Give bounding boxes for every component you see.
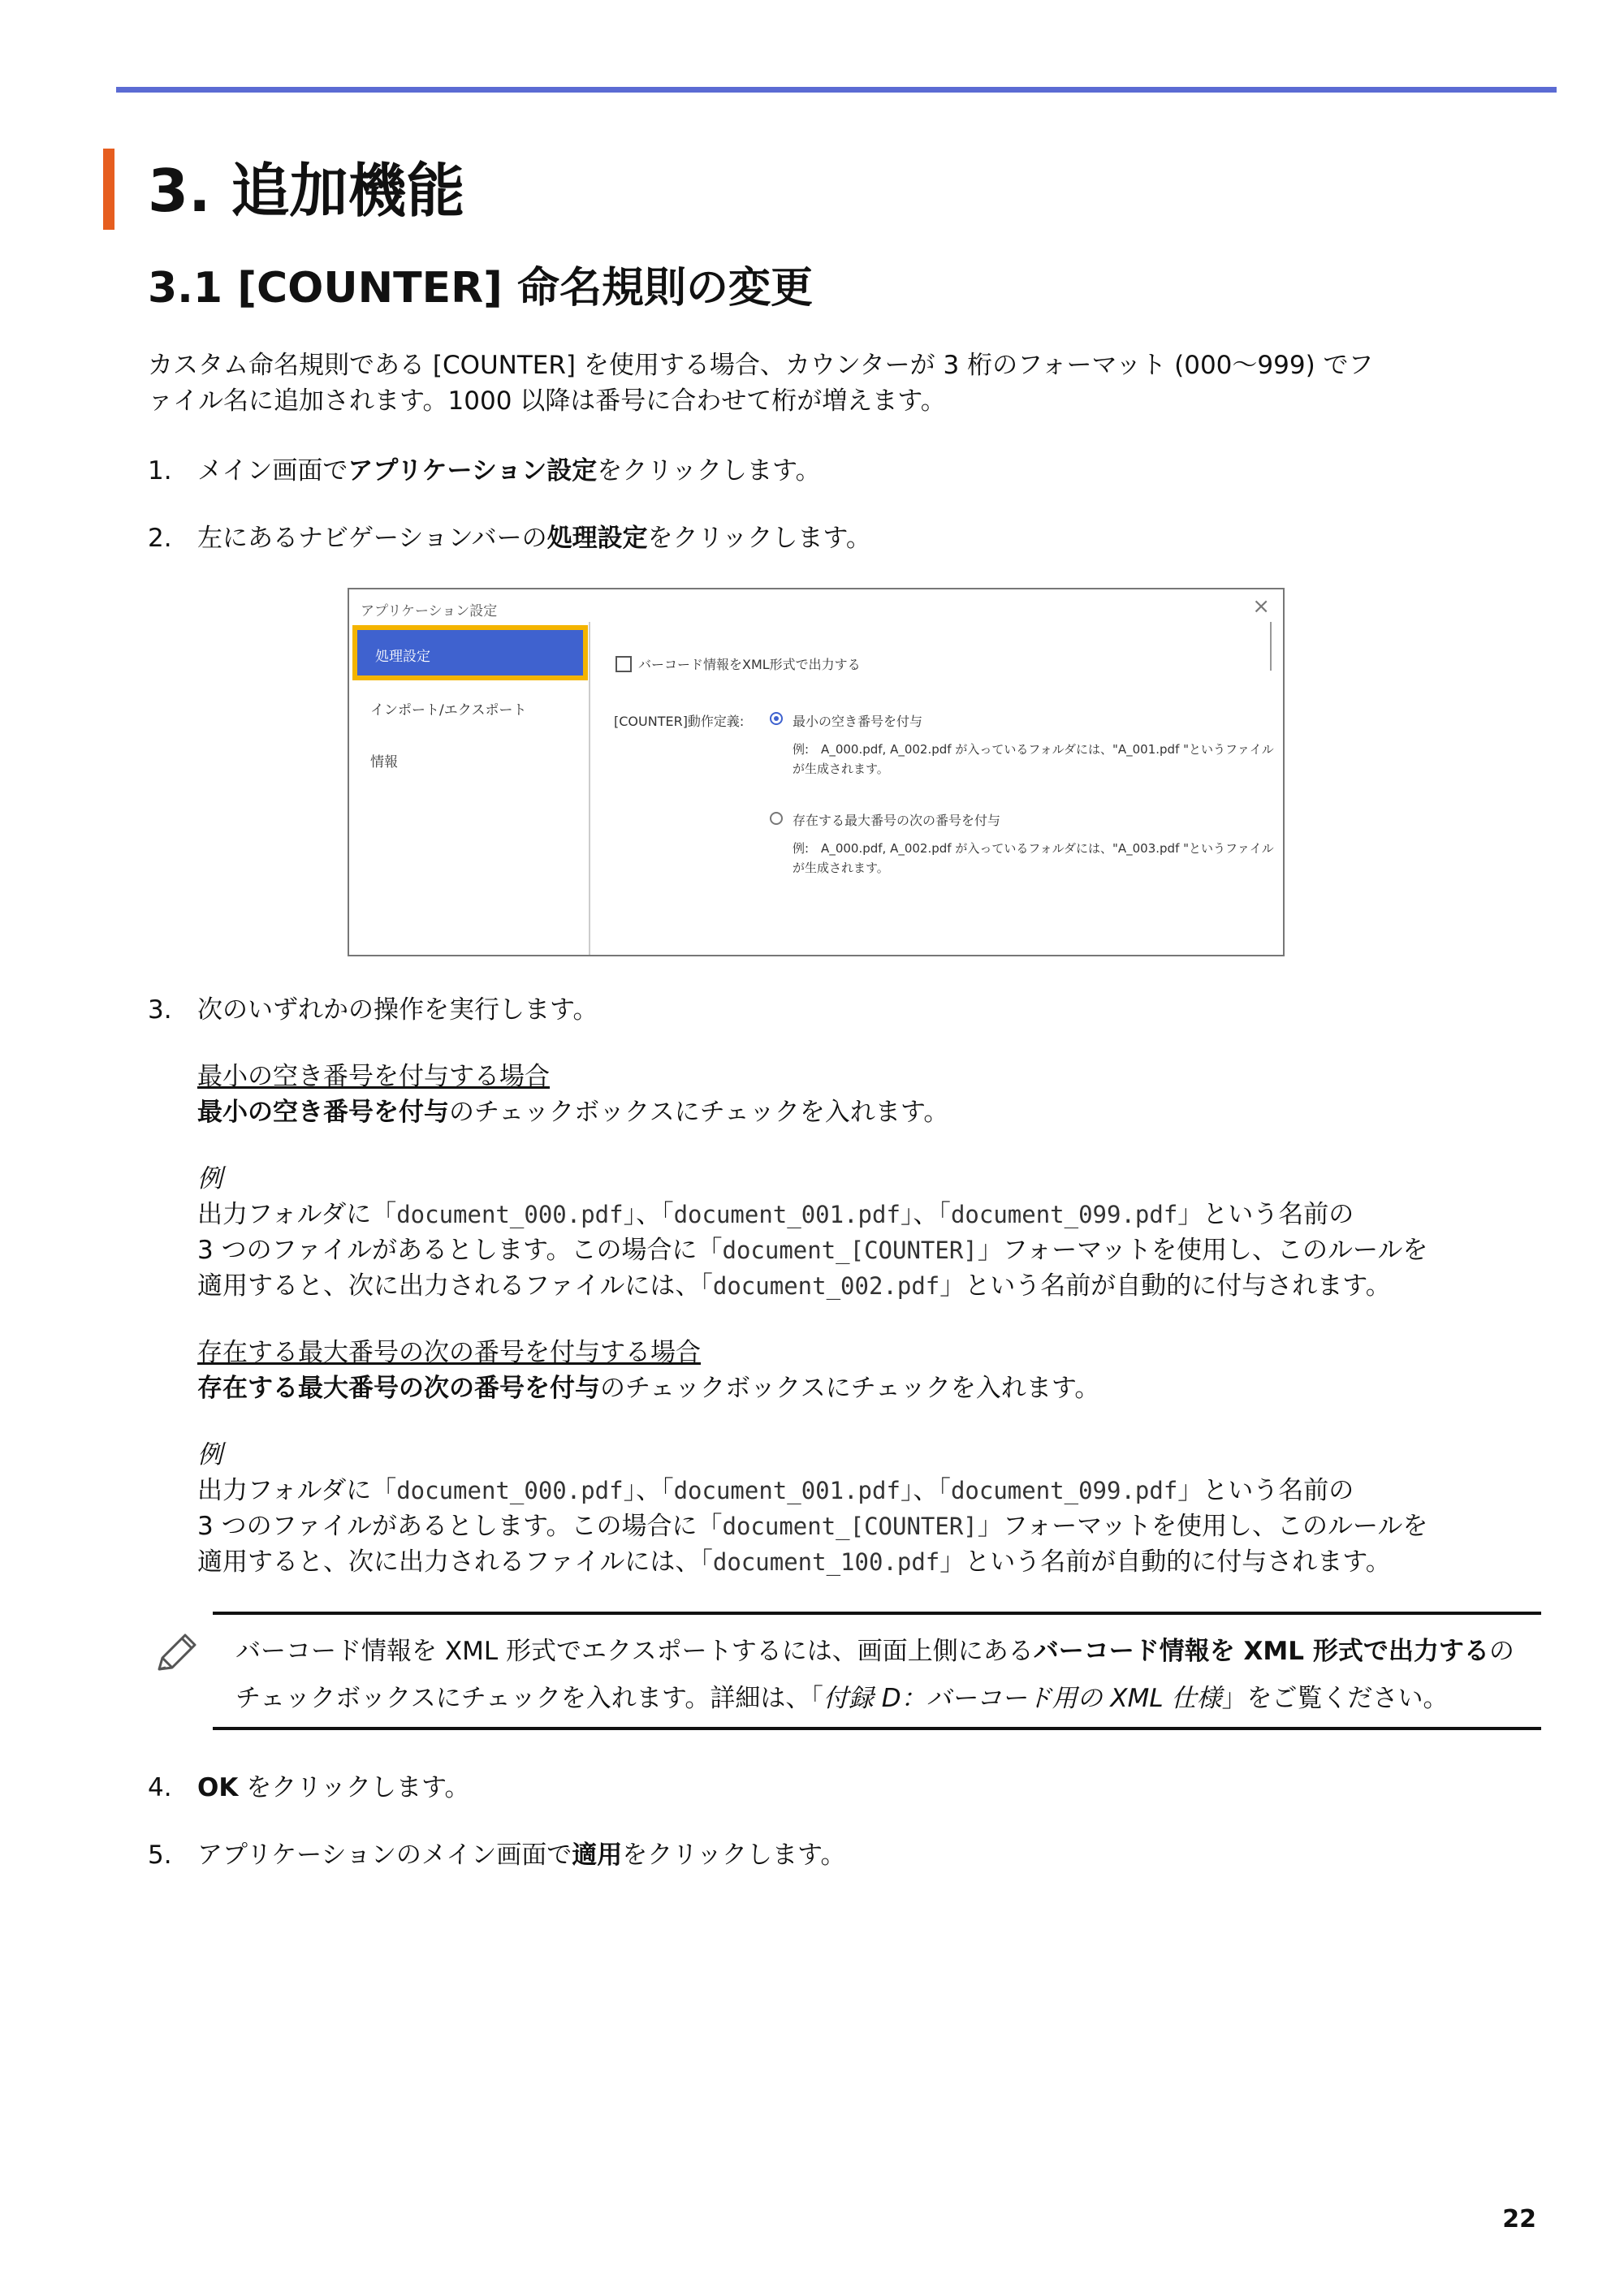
step-2-number: 2. <box>148 524 172 553</box>
case-1-heading: 最小の空き番号を付与する場合 <box>197 1062 550 1091</box>
text-segment: 適用すると、次に出力されるファイルには、「 <box>197 1271 713 1301</box>
dialog-title: アプリケーション設定 <box>361 603 498 619</box>
sidebar-item-label: 処理設定 <box>375 649 430 665</box>
note-line-1 <box>235 1634 1514 1669</box>
case-1-example-line-1 <box>197 1197 1354 1232</box>
page-number: 22 <box>1502 2205 1536 2233</box>
heading-accent-bar <box>103 149 114 230</box>
case-1-example-label: 例 <box>197 1164 222 1193</box>
text-segment: 」フォーマットを使用し、このルールを <box>977 1512 1428 1541</box>
step-4-number: 4. <box>148 1773 172 1802</box>
case-2-post: のチェックボックスにチェックを入れます。 <box>600 1374 1100 1403</box>
text-segment: 」フォーマットを使用し、このルールを <box>977 1236 1428 1265</box>
filename: document_099.pdf <box>950 1477 1178 1504</box>
section-heading: 3.1 [COUNTER] 命名規則の変更 <box>148 264 814 313</box>
text-segment: 」、「 <box>900 1200 951 1229</box>
filename: document_000.pdf <box>396 1477 624 1504</box>
text-segment: 出力フォルダに「 <box>197 1200 397 1229</box>
text-segment: 」をご覧ください。 <box>1221 1684 1449 1713</box>
case-2-example-line-3 <box>197 1544 1391 1580</box>
step-1-text <box>197 453 821 489</box>
chapter-heading: 3. 追加機能 <box>148 157 465 225</box>
note-line-2 <box>235 1681 1449 1716</box>
case-1-example-line-3 <box>197 1268 1391 1304</box>
note-bottom-rule <box>213 1727 1541 1730</box>
step-1-post: をクリックします。 <box>597 456 821 486</box>
option-1-example-line-1: 例: A_000.pdf, A_002.pdf が入っているフォルダには、"A_001.pdf "というファイル <box>793 742 1274 757</box>
option-2-example-line-1: 例: A_000.pdf, A_002.pdf が入っているフォルダには、"A_003.pdf "というファイル <box>793 841 1274 856</box>
intro-line-2: ァイル名に追加されます。1000 以降は番号に合わせて桁が増えます。 <box>148 386 946 416</box>
step-5-post: をクリックします。 <box>622 1841 846 1870</box>
step-2-post: をクリックします。 <box>647 524 871 553</box>
xml-output-checkbox[interactable] <box>615 656 632 672</box>
filename: document_100.pdf <box>712 1548 940 1576</box>
case-1-bold: 最小の空き番号を付与 <box>197 1098 449 1127</box>
text-segment: バーコード情報を XML 形式でエクスポートするには、画面上側にある <box>235 1637 1034 1666</box>
step-3-number: 3. <box>148 995 172 1025</box>
step-1-pre: メイン画面で <box>197 456 348 486</box>
intro-line-1: カスタム命名規則である [COUNTER] を使用する場合、カウンターが 3 桁のフォーマット (000〜999) でフ <box>148 351 1374 380</box>
option-smallest-free-radio[interactable] <box>770 712 783 725</box>
case-1-example-line-2 <box>197 1232 1427 1268</box>
option-max-next-radio[interactable] <box>770 812 783 825</box>
filename: document_002.pdf <box>712 1272 940 1300</box>
case-2-example-line-2 <box>197 1508 1427 1544</box>
pencil-icon <box>151 1630 200 1679</box>
option-smallest-free-label: 最小の空き番号を付与 <box>793 714 923 729</box>
case-2-heading: 存在する最大番号の次の番号を付与する場合 <box>197 1338 701 1367</box>
sidebar-item-processing-settings[interactable] <box>352 625 588 680</box>
counter-behavior-label: [COUNTER]動作定義: <box>614 714 745 729</box>
step-5-bold: 適用 <box>572 1841 623 1870</box>
step-2-bold: 処理設定 <box>546 524 648 553</box>
settings-dialog-screenshot <box>348 588 1285 956</box>
scrollbar[interactable] <box>1270 622 1272 671</box>
case-1-instruction <box>197 1094 948 1130</box>
filename: document_[COUNTER] <box>722 1513 978 1540</box>
text-segment: 」という名前が自動的に付与されます。 <box>939 1271 1391 1301</box>
filename: document_[COUNTER] <box>722 1236 978 1264</box>
appendix-reference: 付録 D：バーコード用の XML 仕様 <box>823 1684 1222 1713</box>
text-segment: 」という名前の <box>1177 1200 1354 1229</box>
option-max-next-label: 存在する最大番号の次の番号を付与 <box>793 813 1001 828</box>
filename: document_000.pdf <box>396 1201 624 1228</box>
case-2-example-label: 例 <box>197 1440 222 1470</box>
text-segment: 」、「 <box>623 1476 674 1505</box>
step-4-bold: OK <box>197 1773 239 1802</box>
case-2-example-line-1 <box>197 1473 1354 1508</box>
step-4-text <box>197 1770 470 1806</box>
text-segment: の <box>1488 1637 1514 1666</box>
text-segment: チェックボックスにチェックを入れます。詳細は、「 <box>235 1684 823 1713</box>
text-segment: 適用すると、次に出力されるファイルには、「 <box>197 1547 713 1577</box>
option-1-example-line-2: が生成されます。 <box>793 762 889 776</box>
step-5-number: 5. <box>148 1841 172 1870</box>
close-icon[interactable]: × <box>1252 594 1270 619</box>
text-segment: 3 つのファイルがあるとします。この場合に「 <box>197 1236 723 1265</box>
sidebar-item-import-export[interactable]: インポート/エクスポート <box>370 702 527 719</box>
text-segment: 」、「 <box>623 1200 674 1229</box>
text-segment: 3 つのファイルがあるとします。この場合に「 <box>197 1512 723 1541</box>
step-2-pre: 左にあるナビゲーションバーの <box>197 524 547 553</box>
step-2-text <box>197 520 871 556</box>
step-4-post: をクリックします。 <box>238 1773 470 1802</box>
note-top-rule <box>213 1612 1541 1615</box>
step-5-text <box>197 1837 846 1873</box>
step-3-text: 次のいずれかの操作を実行します。 <box>197 995 598 1025</box>
option-2-example-line-2: が生成されます。 <box>793 861 889 875</box>
text-segment: 」という名前が自動的に付与されます。 <box>939 1547 1391 1577</box>
filename: document_001.pdf <box>673 1477 901 1504</box>
text-segment: 」、「 <box>900 1476 951 1505</box>
step-5-pre: アプリケーションのメイン画面で <box>197 1841 572 1870</box>
step-1-bold: アプリケーション設定 <box>348 456 598 486</box>
case-1-post: のチェックボックスにチェックを入れます。 <box>449 1098 949 1127</box>
filename: document_001.pdf <box>673 1201 901 1228</box>
text-segment: 」という名前の <box>1177 1476 1354 1505</box>
text-segment: 出力フォルダに「 <box>197 1476 397 1505</box>
sidebar-item-info[interactable]: 情報 <box>370 754 398 770</box>
top-rule <box>116 87 1557 93</box>
note-bold: バーコード情報を XML 形式で出力する <box>1033 1637 1489 1666</box>
case-2-instruction <box>197 1370 1099 1406</box>
filename: document_099.pdf <box>950 1201 1178 1228</box>
case-2-bold: 存在する最大番号の次の番号を付与 <box>197 1374 600 1403</box>
xml-output-label: バーコード情報をXML形式で出力する <box>638 657 861 672</box>
step-1-number: 1. <box>148 456 172 486</box>
